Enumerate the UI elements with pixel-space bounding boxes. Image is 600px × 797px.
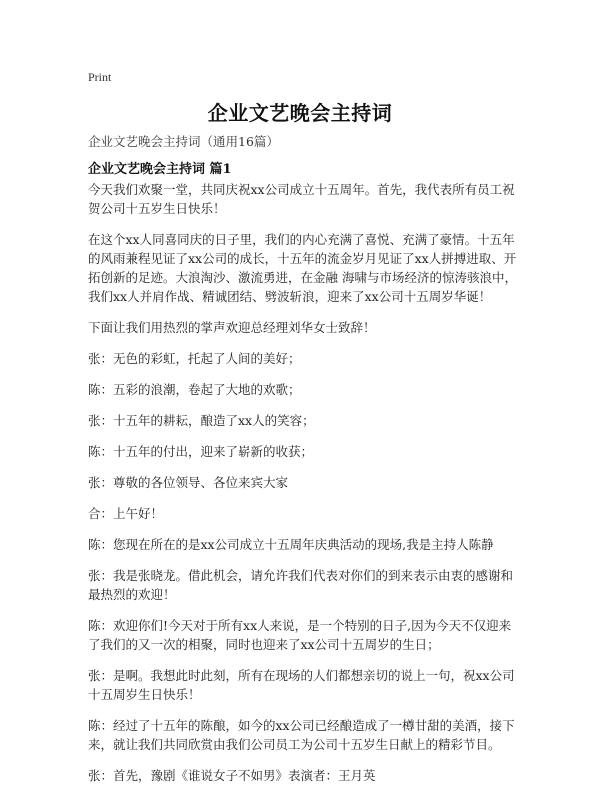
page-title: 企业文艺晚会主持词 [207, 101, 393, 125]
paragraph: 陈：您现在所在的是xx公司成立十五周年庆典活动的现场,我是主持人陈静 [88, 537, 494, 552]
paragraph: 下面让我们用热烈的掌声欢迎总经理刘华女士致辞！ [88, 320, 376, 335]
paragraph: 今天我们欢聚一堂，共同庆祝xx公司成立十五周年。首先，我代表所有员工祝贺公司十五岁生日快乐！ [88, 182, 515, 216]
paragraph: 张：是啊。我想此时此刻，所有在现场的人们都想亲切的说上一句，祝xx公司十五周岁生日快乐！ [88, 668, 515, 702]
paragraph: 合：上午好！ [88, 506, 164, 521]
print-link[interactable]: Print [88, 70, 112, 84]
paragraph: 张：尊敬的各位领导、各位来宾大家 [88, 475, 289, 490]
paragraph: 张：十五年的耕耘，酿造了xx人的笑容； [88, 413, 315, 428]
paragraph: 陈：五彩的浪潮，卷起了大地的欢歌； [88, 382, 301, 397]
paragraph: 张：我是张晓龙。借此机会，请允许我们代表对你们的到来表示由衷的感谢和最热烈的欢迎！ [88, 568, 514, 602]
document-subtitle: 企业文艺晚会主持词（通用16篇） [88, 134, 279, 149]
paragraph: 张：首先，豫剧《谁说女子不如男》表演者：王月英 [88, 768, 376, 783]
paragraph: 在这个xx人同喜同庆的日子里，我们的内心充满了喜悦、充满了豪情。十五年的风雨兼程见证了xx公司的成长，十五年的流金岁月见证了xx人拼搏进取、开拓创新的足迹。大浪淘沙、激流勇进，在金融 海啸与市场经济的惊涛骇浪中，我们xx人并肩作战、精诚团结、劈波斩浪，迎来了xx公司十五周岁华诞！ [88, 232, 517, 304]
paragraph: 陈：欢迎你们!今天对于所有xx人来说，是一个特别的日子,因为今天不仅迎来了我们的又一次的相聚，同时也迎来了xx公司十五周岁的生日； [88, 618, 512, 652]
document-body [88, 180, 518, 797]
paragraph: 陈：十五年的付出，迎来了崭新的收获； [88, 444, 314, 459]
section-heading: 企业文艺晚会主持词 篇1 [88, 162, 232, 177]
paragraph: 张：无色的彩虹，托起了人间的美好； [88, 351, 301, 366]
paragraph: 陈：经过了十五年的陈酿，如今的xx公司已经酿造成了一樽甘甜的美酒，接下来，就让我们共同欣赏由我们公司员工为公司十五岁生日献上的精彩节目。 [88, 718, 515, 752]
